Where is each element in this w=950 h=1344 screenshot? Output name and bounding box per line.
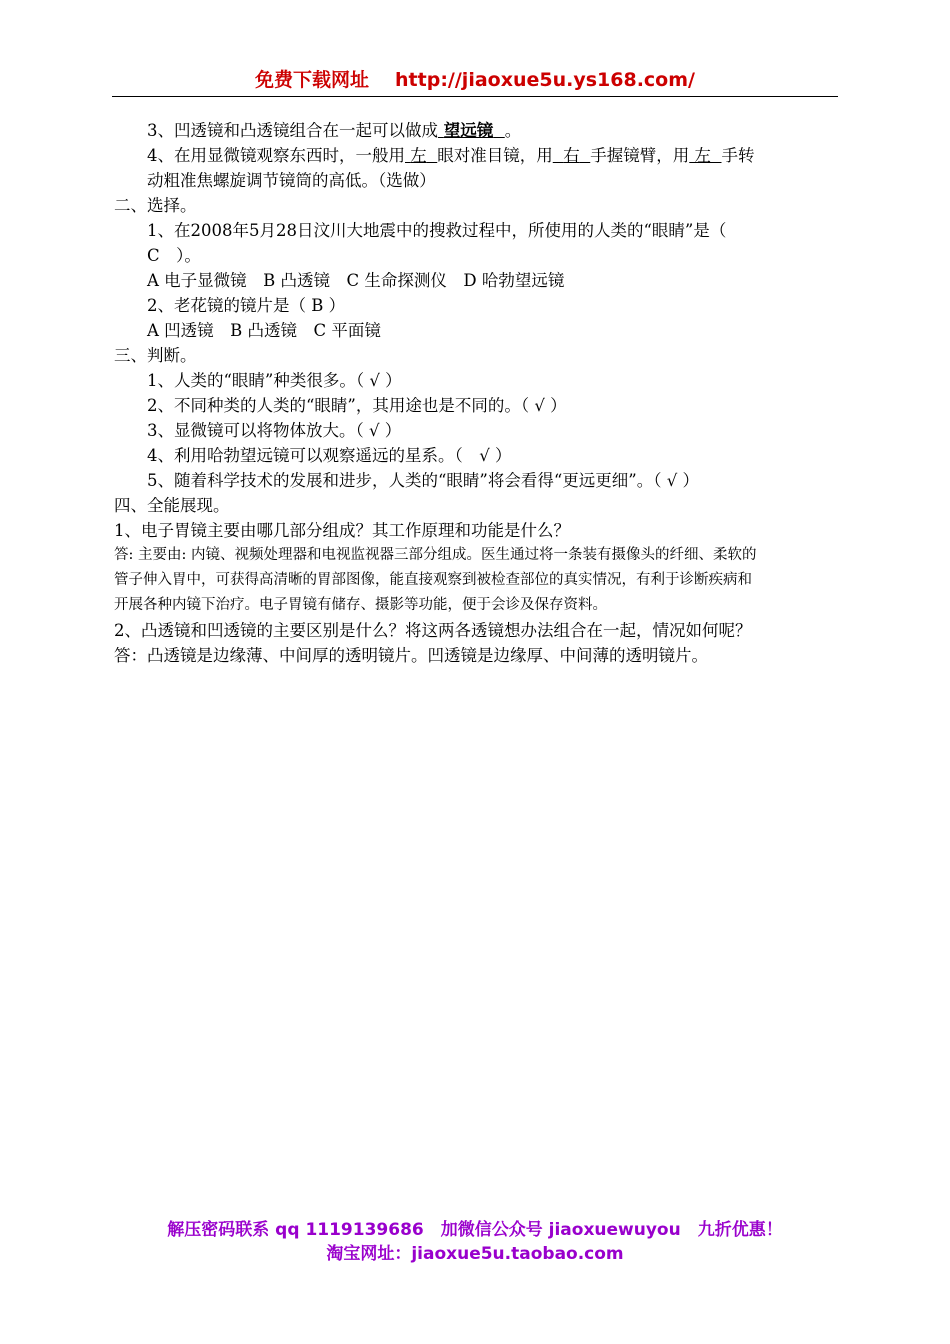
document-body [114,118,838,668]
essay-answer-1-line: 答: 主要由: 内镜、视频处理器和电视监视器三部分组成。医生通过将一条装有摄像头的纤细、柔软的 [114,547,757,563]
choice-question-1-answer: C ）。 [147,246,201,265]
footer-taobao-link[interactable]: 淘宝网址：jiaoxue5u.taobao.com [326,1244,624,1264]
essay-answer-1-line: 管子伸入胃中，可获得高清晰的胃部图像，能直接观察到被检查部位的真实情况，有利于诊断疾病和 [114,572,752,588]
section-title: 二、选择。 [114,196,197,215]
footer-contact: 解压密码联系 qq 1119139686 加微信公众号 jiaoxuewuyou 九折优惠！ [167,1220,783,1240]
section-title: 三、判断。 [114,346,197,365]
choice-question-2-options: A 凹透镜 B 凸透镜 C 平面镜 [147,321,381,340]
choice-question-1-options: A 电子显微镜 B 凸透镜 C 生命探测仪 D 哈勃望远镜 [147,271,565,290]
choice-question-1: 1、在2008年5月28日汶川大地震中的搜救过程中，所使用的人类的“眼睛”是（ [147,221,727,240]
essay-question-1: 1、电子胃镜主要由哪几部分组成？其工作原理和功能是什么？ [114,521,570,540]
answer-blank: 左 [410,146,427,165]
judge-item: 3、显微镜可以将物体放大。（ √ ） [147,421,402,440]
judge-item: 4、利用哈勃望远镜可以观察遥远的星系。（ √ ） [147,446,512,465]
header-label: 免费下载网址 [255,69,370,91]
fill-question-3: 3、凹透镜和凸透镜组合在一起可以做成 望远镜 。 [147,121,522,140]
answer-blank: 左 [694,146,711,165]
fill-question-4-continued: 动粗准焦螺旋调节镜筒的高低。（选做） [147,171,436,190]
fill-question-4: 4、在用显微镜观察东西时，一般用 左 眼对准目镜，用 右 手握镜臂，用 左 手转 [147,146,755,165]
essay-answer-2: 答：凸透镜是边缘薄、中间厚的透明镜片。凹透镜是边缘厚、中间薄的透明镜片。 [114,646,708,665]
judge-item: 5、随着科学技术的发展和进步，人类的“眼睛”将会看得“更远更细”。（ √ ） [147,471,699,490]
header-url-link[interactable]: http://jiaoxue5u.ys168.com/ [395,69,695,91]
answer-blank: 望远镜 [443,121,494,140]
answer-blank: 右 [563,146,580,165]
essay-answer-1-line: 开展各种内镜下治疗。电子胃镜有储存、摄影等功能，便于会诊及保存资料。 [114,597,607,613]
judge-item: 2、不同种类的人类的“眼睛”，其用途也是不同的。（ √ ） [147,396,567,415]
section-title: 四、全能展现。 [114,496,230,515]
choice-question-2: 2、老花镜的镜片是（ B ） [147,296,346,315]
essay-question-2: 2、凸透镜和凹透镜的主要区别是什么？将这两各透镜想办法组合在一起，情况如何呢？ [114,621,752,640]
judge-item: 1、人类的“眼睛”种类很多。（ √ ） [147,371,402,390]
page-header [112,66,838,97]
